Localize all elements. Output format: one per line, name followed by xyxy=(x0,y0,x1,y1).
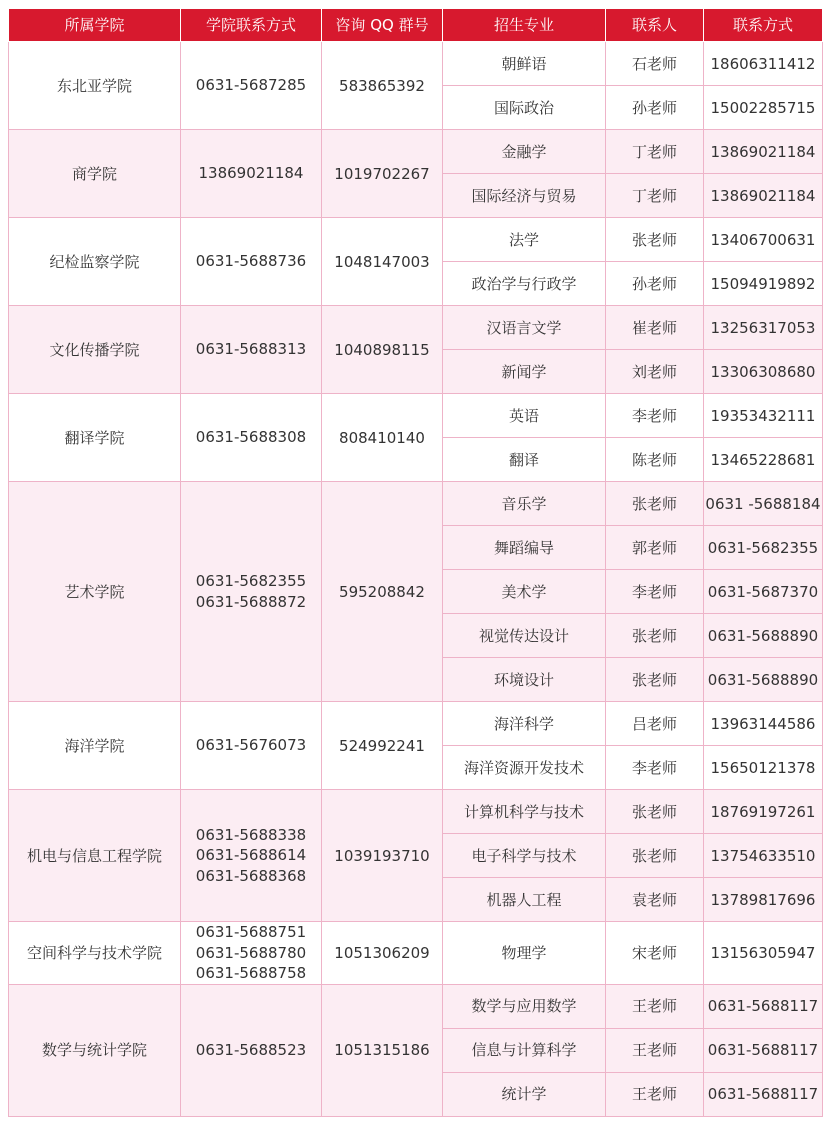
contact-person: 袁老师 xyxy=(606,878,704,922)
major-name: 统计学 xyxy=(443,1072,606,1116)
qq-group-number: 1051315186 xyxy=(322,984,443,1116)
major-name: 舞蹈编导 xyxy=(443,526,606,570)
contact-phone: 18769197261 xyxy=(704,790,823,834)
contact-person: 王老师 xyxy=(606,1072,704,1116)
contact-person: 王老师 xyxy=(606,984,704,1028)
table-body xyxy=(9,42,823,1117)
header-contact-phone: 联系方式 xyxy=(704,9,823,42)
contact-person: 郭老师 xyxy=(606,526,704,570)
college-phone-line: 0631-5688751 xyxy=(195,923,307,941)
table-row xyxy=(9,984,823,1028)
college-phones xyxy=(181,42,322,130)
major-name: 海洋科学 xyxy=(443,702,606,746)
contact-person: 张老师 xyxy=(606,834,704,878)
major-name: 环境设计 xyxy=(443,658,606,702)
major-name: 翻译 xyxy=(443,438,606,482)
header-contact-person: 联系人 xyxy=(606,9,704,42)
contact-person: 石老师 xyxy=(606,42,704,86)
table-row xyxy=(9,790,823,834)
contact-phone: 0631-5688890 xyxy=(704,614,823,658)
contact-person: 张老师 xyxy=(606,218,704,262)
college-phones xyxy=(181,790,322,922)
table-row xyxy=(9,42,823,86)
major-name: 电子科学与技术 xyxy=(443,834,606,878)
contact-phone: 0631-5688117 xyxy=(704,984,823,1028)
qq-group-number: 1019702267 xyxy=(322,130,443,218)
contact-phone: 13306308680 xyxy=(704,350,823,394)
college-phone-line: 0631-5688368 xyxy=(195,866,307,885)
contact-phone: 15002285715 xyxy=(704,86,823,130)
table-row xyxy=(9,130,823,174)
contact-person: 丁老师 xyxy=(606,130,704,174)
contact-phone: 0631-5687370 xyxy=(704,570,823,614)
contact-person: 刘老师 xyxy=(606,350,704,394)
contact-person: 吕老师 xyxy=(606,702,704,746)
major-name: 数学与应用数学 xyxy=(443,984,606,1028)
contact-phone: 15650121378 xyxy=(704,746,823,790)
contact-phone: 13789817696 xyxy=(704,878,823,922)
college-phones xyxy=(181,922,322,985)
major-name: 物理学 xyxy=(443,922,606,985)
major-name: 机器人工程 xyxy=(443,878,606,922)
college-phone-line: 0631-5688338 xyxy=(195,825,307,844)
contact-person: 崔老师 xyxy=(606,306,704,350)
contact-person: 孙老师 xyxy=(606,262,704,306)
college-phone-line: 0631-5688313 xyxy=(195,340,307,359)
contact-phone: 18606311412 xyxy=(704,42,823,86)
college-name: 海洋学院 xyxy=(9,702,181,790)
college-phone-line: 0631-5688614 xyxy=(195,846,307,865)
table-row xyxy=(9,394,823,438)
major-name: 政治学与行政学 xyxy=(443,262,606,306)
college-name: 东北亚学院 xyxy=(9,42,181,130)
college-phone-line: 0631-5687285 xyxy=(195,76,307,95)
table-row xyxy=(9,482,823,526)
contact-phone: 13256317053 xyxy=(704,306,823,350)
contact-phone: 19353432111 xyxy=(704,394,823,438)
contact-person: 孙老师 xyxy=(606,86,704,130)
college-name: 翻译学院 xyxy=(9,394,181,482)
college-phones xyxy=(181,984,322,1116)
college-phone-line: 0631-5688780 xyxy=(195,943,307,962)
contact-phone: 13465228681 xyxy=(704,438,823,482)
college-phones xyxy=(181,130,322,218)
college-phone-line: 0631-5688308 xyxy=(195,428,307,447)
table-row xyxy=(9,306,823,350)
qq-group-number: 1040898115 xyxy=(322,306,443,394)
major-name: 新闻学 xyxy=(443,350,606,394)
qq-group-number: 583865392 xyxy=(322,42,443,130)
table-row xyxy=(9,702,823,746)
college-name: 空间科学与技术学院 xyxy=(9,922,181,985)
major-name: 视觉传达设计 xyxy=(443,614,606,658)
contact-person: 张老师 xyxy=(606,790,704,834)
college-name: 艺术学院 xyxy=(9,482,181,702)
college-name: 文化传播学院 xyxy=(9,306,181,394)
contact-person: 李老师 xyxy=(606,570,704,614)
college-phone-line: 0631-5682355 xyxy=(195,572,307,590)
header-college: 所属学院 xyxy=(9,9,181,42)
college-phones xyxy=(181,702,322,790)
college-phone-line: 0631-5688872 xyxy=(195,592,307,611)
contact-phone: 15094919892 xyxy=(704,262,823,306)
college-phone-line: 0631-5688758 xyxy=(195,964,307,982)
contact-person: 李老师 xyxy=(606,394,704,438)
college-phone-line: 0631-5676073 xyxy=(195,736,307,755)
major-name: 汉语言文学 xyxy=(443,306,606,350)
major-name: 英语 xyxy=(443,394,606,438)
college-name: 纪检监察学院 xyxy=(9,218,181,306)
contact-phone: 0631-5688117 xyxy=(704,1028,823,1072)
contact-person: 王老师 xyxy=(606,1028,704,1072)
contact-phone: 13869021184 xyxy=(704,174,823,218)
contact-phone: 13406700631 xyxy=(704,218,823,262)
contact-phone: 13754633510 xyxy=(704,834,823,878)
contact-person: 张老师 xyxy=(606,482,704,526)
major-name: 金融学 xyxy=(443,130,606,174)
major-name: 美术学 xyxy=(443,570,606,614)
major-name: 朝鲜语 xyxy=(443,42,606,86)
college-phone-line: 0631-5688736 xyxy=(195,252,307,271)
qq-group-number: 1039193710 xyxy=(322,790,443,922)
college-phones xyxy=(181,394,322,482)
college-phone-line: 13869021184 xyxy=(198,164,304,183)
college-name: 商学院 xyxy=(9,130,181,218)
college-phones xyxy=(181,218,322,306)
contact-table xyxy=(8,8,823,1117)
table-row xyxy=(9,218,823,262)
contact-person: 张老师 xyxy=(606,658,704,702)
contact-person: 李老师 xyxy=(606,746,704,790)
contact-phone: 0631 -5688184 xyxy=(704,482,823,526)
major-name: 计算机科学与技术 xyxy=(443,790,606,834)
contact-phone: 0631-5682355 xyxy=(704,526,823,570)
major-name: 国际经济与贸易 xyxy=(443,174,606,218)
table-row xyxy=(9,922,823,985)
qq-group-number: 808410140 xyxy=(322,394,443,482)
contact-phone: 13963144586 xyxy=(704,702,823,746)
contact-person: 张老师 xyxy=(606,614,704,658)
contact-phone: 0631-5688117 xyxy=(704,1072,823,1116)
contact-phone: 13869021184 xyxy=(704,130,823,174)
header-major: 招生专业 xyxy=(443,9,606,42)
college-name: 机电与信息工程学院 xyxy=(9,790,181,922)
qq-group-number: 1048147003 xyxy=(322,218,443,306)
qq-group-number: 1051306209 xyxy=(322,922,443,985)
contact-phone: 0631-5688890 xyxy=(704,658,823,702)
major-name: 海洋资源开发技术 xyxy=(443,746,606,790)
major-name: 国际政治 xyxy=(443,86,606,130)
college-phones xyxy=(181,306,322,394)
contact-person: 陈老师 xyxy=(606,438,704,482)
contact-person: 丁老师 xyxy=(606,174,704,218)
major-name: 法学 xyxy=(443,218,606,262)
header-qq-group: 咨询 QQ 群号 xyxy=(322,9,443,42)
qq-group-number: 524992241 xyxy=(322,702,443,790)
header-row xyxy=(9,9,823,42)
college-phones xyxy=(181,482,322,702)
college-phone-line: 0631-5688523 xyxy=(195,1040,307,1059)
contact-person: 宋老师 xyxy=(606,922,704,985)
contact-phone: 13156305947 xyxy=(704,922,823,985)
college-name: 数学与统计学院 xyxy=(9,984,181,1116)
major-name: 信息与计算科学 xyxy=(443,1028,606,1072)
qq-group-number: 595208842 xyxy=(322,482,443,702)
major-name: 音乐学 xyxy=(443,482,606,526)
header-college-phone: 学院联系方式 xyxy=(181,9,322,42)
